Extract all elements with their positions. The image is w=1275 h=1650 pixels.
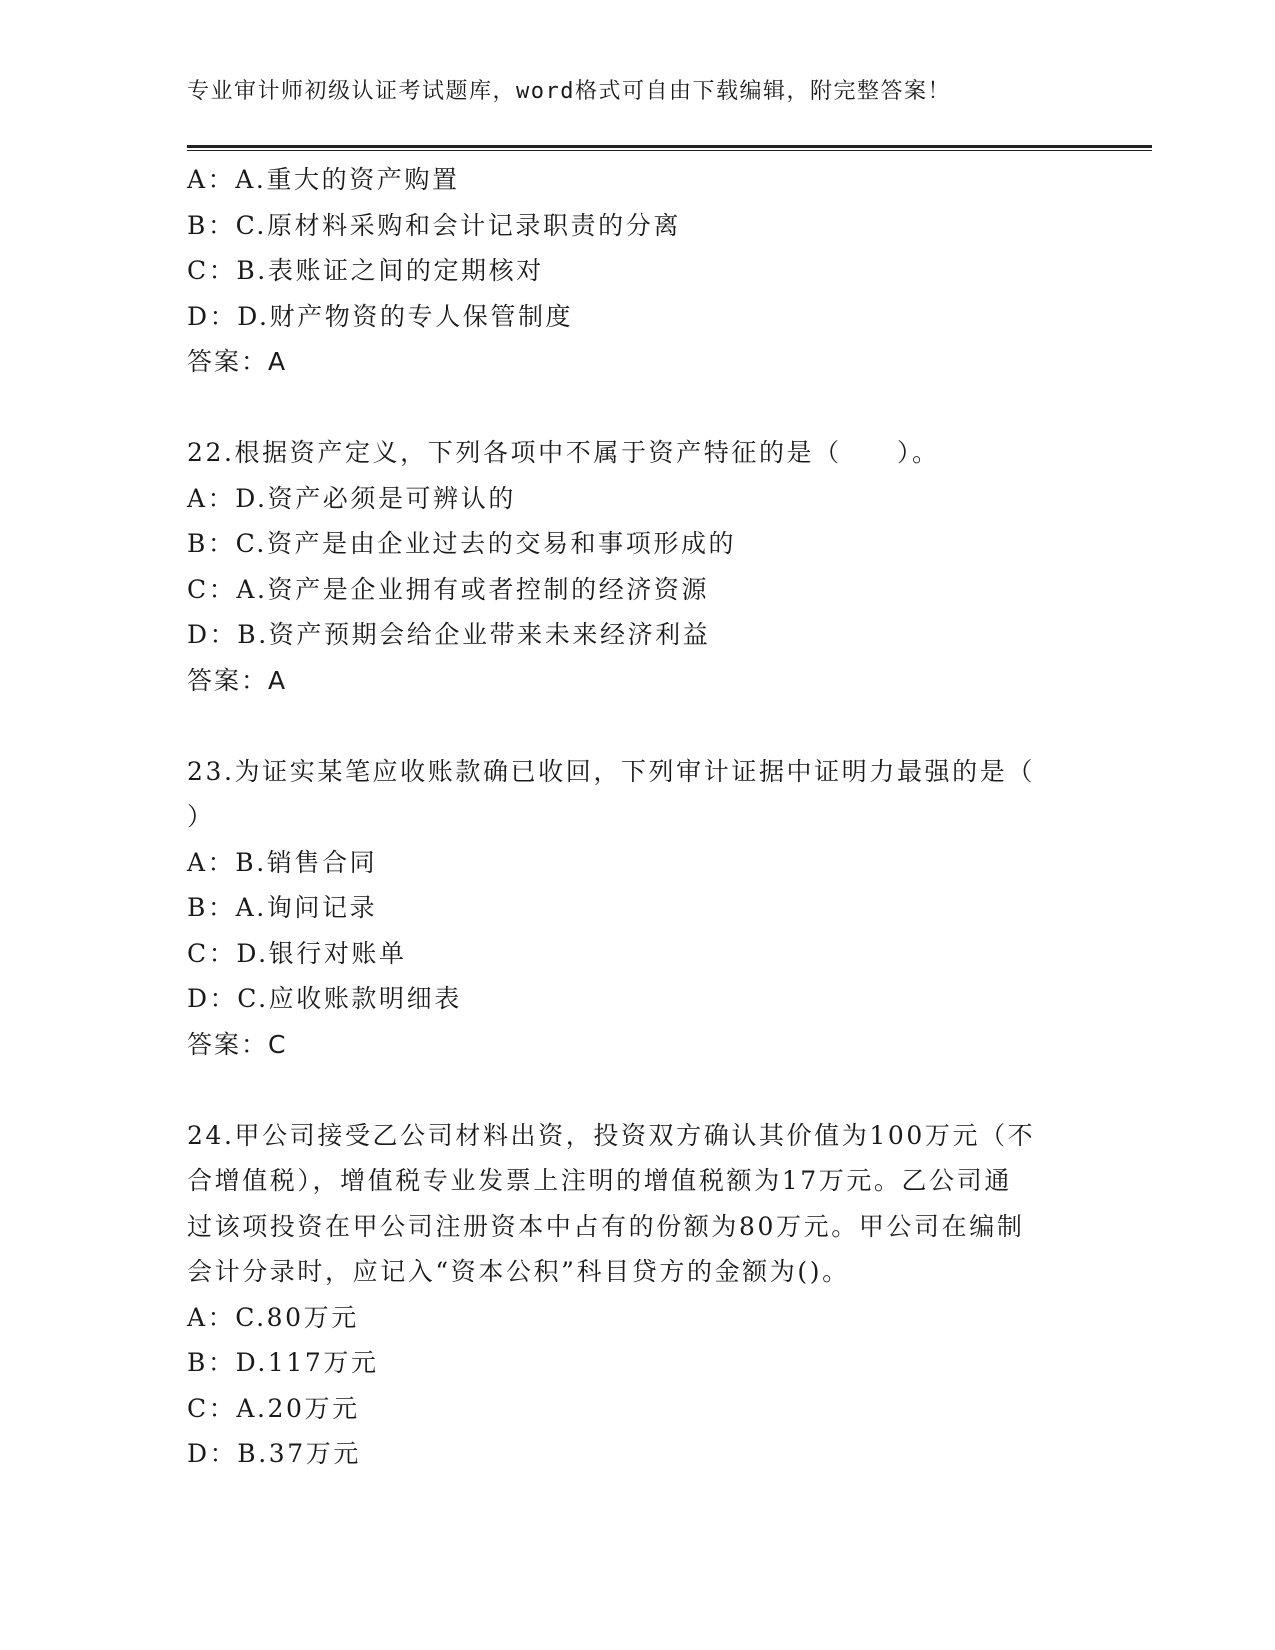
option-d: D：B.37万元 <box>187 1439 361 1468</box>
option-d: D：D.财产物资的专人保管制度 <box>187 301 574 331</box>
answer: 答案：A <box>187 665 288 695</box>
spacer <box>187 385 1087 431</box>
option-a: A：B.销售合同 <box>187 847 378 877</box>
stem-line: 会计分录时，应记入“资本公积”科目贷方的金额为()。 <box>187 1257 850 1286</box>
option-c: C：D.银行对账单 <box>187 938 407 968</box>
question-23 <box>187 749 1087 1068</box>
page-header: 专业审计师初级认证考试题库，word格式可自由下载编辑，附完整答案！ <box>187 79 951 104</box>
question-22 <box>187 430 1087 703</box>
option-a: A：A.重大的资产购置 <box>187 165 460 194</box>
option-d: D：B.资产预期会给企业带来未来经济利益 <box>187 620 711 649</box>
option-b: B：C.原材料采购和会计记录职责的分离 <box>187 210 681 240</box>
option-c: C：A.20万元 <box>187 1393 360 1423</box>
question-content <box>187 157 1087 1477</box>
option-a: A：C.80万元 <box>187 1302 359 1332</box>
spacer <box>187 703 1087 749</box>
answer: 答案：A <box>187 347 288 376</box>
option-b: B：D.117万元 <box>187 1348 379 1377</box>
option-a: A：D.资产必须是可辨认的 <box>187 483 516 513</box>
stem-line: 23.为证实某笔应收账款确已收回，下列审计证据中证明力最强的是（ <box>187 756 1035 786</box>
option-b: B：A.询问记录 <box>187 893 378 922</box>
spacer <box>187 1067 1087 1113</box>
stem-line: ） <box>187 802 215 831</box>
question-stem <box>187 749 1067 840</box>
answer: 答案：C <box>187 1029 288 1059</box>
question-24 <box>187 1113 1087 1477</box>
question-stem <box>187 430 1067 476</box>
option-b: B：C.资产是由企业过去的交易和事项形成的 <box>187 529 737 558</box>
option-c: C：B.表账证之间的定期核对 <box>187 256 544 285</box>
stem-line: 22.根据资产定义，下列各项中不属于资产特征的是（ ）。 <box>187 438 940 467</box>
option-d: D：C.应收账款明细表 <box>187 984 462 1013</box>
stem-line: 过该项投资在甲公司注册资本中占有的份额为80万元。甲公司在编制 <box>187 1211 1025 1241</box>
option-c: C：A.资产是企业拥有或者控制的经济资源 <box>187 574 710 604</box>
question-stem <box>187 1113 1067 1295</box>
stem-line: 合增值税），增值税专业发票上注明的增值税额为17万元。乙公司通 <box>187 1166 1012 1195</box>
question-21 <box>187 157 1087 385</box>
stem-line: 24.甲公司接受乙公司材料出资，投资双方确认其价值为100万元（不 <box>187 1120 1036 1150</box>
header-rule-thick <box>187 145 1152 148</box>
header-rule-thin <box>187 150 1152 151</box>
